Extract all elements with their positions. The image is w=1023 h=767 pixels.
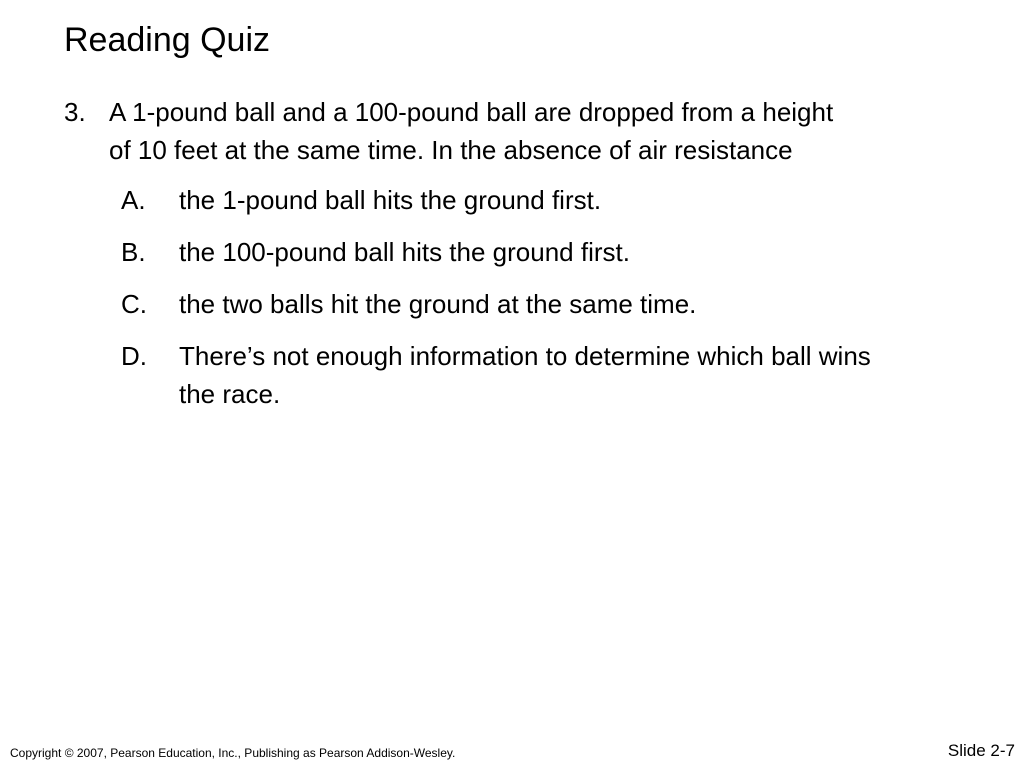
option-text-line: the race. (179, 379, 281, 409)
copyright-notice: Copyright © 2007, Pearson Education, Inc., Publishing as Pearson Addison-Wesley. (10, 746, 456, 760)
answer-options (121, 181, 1011, 417)
option-d (121, 337, 1011, 417)
question-line: A 1-pound ball and a 100-pound ball are dropped from a height (109, 97, 834, 127)
option-c (121, 285, 1011, 337)
question-number: 3. (64, 97, 86, 127)
option-text: the two balls hit the ground at the same time. (179, 289, 697, 319)
slide-title: Reading Quiz (64, 21, 271, 59)
option-letter: D. (121, 341, 147, 371)
option-b (121, 233, 1011, 285)
question-text (109, 93, 1009, 169)
option-letter: C. (121, 289, 147, 319)
option-text: the 1-pound ball hits the ground first. (179, 185, 602, 215)
option-letter: A. (121, 185, 146, 215)
option-text-line: There’s not enough information to determine which ball wins (179, 341, 871, 371)
question-line: of 10 feet at the same time. In the absence of air resistance (109, 135, 793, 165)
option-letter: B. (121, 237, 146, 267)
slide-number: Slide 2-7 (947, 741, 1015, 760)
option-text: the 100-pound ball hits the ground first. (179, 237, 630, 267)
option-text (179, 337, 871, 413)
option-a (121, 181, 1011, 233)
